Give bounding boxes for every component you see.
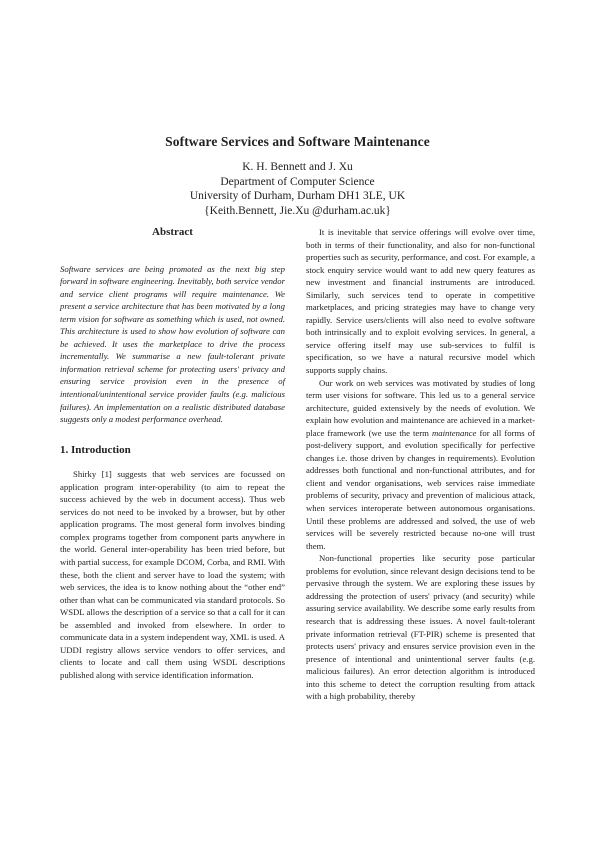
body-paragraph-1: It is inevitable that service offerings will evolve over time, both in terms of their functionality, and also for non-functional properties such as security, performance, and cost. For example, a stock enquiry service would want to add new query features as new investment and financial instruments are introduced. Similarly, such services tend to operate in competitive marketplaces, and pricing strategies may have to change very rapidly. Service users/clients will also need to evolve software both intrinsically and to exploit evolving services. In general, a service offering itself may use sub-services to fulfil is specification, so we have a natural recursive model which supports supply chains. [306,227,535,376]
body-paragraph-2-part-b: for all forms of post-delivery support, and evolution specifically for perfective changes i.e. those driven by changes in requirements). Evolution addresses both functional and non-functional attributes, and for client and vendor organisations, web services raise immediate problems of security, privacy and prevention of malicious attack, when services interoperate between autonomous organisations. Until these problems are addressed and solved, the use of web services will be severely restricted because no-one will trust them. [306,427,535,551]
left-column [60,226,285,682]
abstract-heading: Abstract [152,226,193,238]
email-addresses: {Keith.Bennett, Jie.Xu @durham.ac.uk} [204,204,391,217]
introduction-paragraph: Shirky [1] suggests that web services are focussed on application program inter-operability (to aim to repeat the success achieved by the web in document access). Thus web services do not need to be invoked by a browser, but by other application programs. The most general form involves binding complex programs together from component parts anywhere in the world. General inter-operability has been tried before, but with partial success, for example DCOM, Corba, and RMI. With these, both the client and server have to load the system; with web services, the idea is to know nothing about the “other end” other than what can be communicated via standard protocols. So WSDL allows the description of a service so that a call for it can be assembled and invoked from elsewhere. In order to communicate data in a system independent way, XML is used. A UDDI registry allows service vendors to offer services, and clients to locate and call them using WSDL descriptions published along with service identification information. [60,469,285,680]
abstract-text: Software services are being promoted as the next big step forward in software engineering. Inevitably, both service vendor and service client programs will require maintenance. We present a service architecture that has been motivated by a long term vision for software as something which is used, not owned. This architecture is used to show how evolution of software can be achieved. It uses the marketplace to drive the process incrementally. We summarise a new fault-tolerant private information retrieval scheme for protecting users' privacy and ensuring service provision even in the presence of intentional/unintentional service provider faults (e.g. malicious failures). An implementation on a realistic distributed database suggests only a modest performance overhead. [60,263,285,425]
author-names: K. H. Bennett and J. Xu [242,161,353,173]
body-paragraph-2-part-a: Our work on web services was motivated by studies of long term user visions for software. This led us to a general service architecture, guided extensively by the needs of evolution. We explain how evolution and maintenance are achieved in a market-place framework (we use the term [306,377,535,438]
body-paragraph-3: Non-functional properties like security pose particular problems for evolution, since relevant design decisions tend to be pervasive through the system. We are exploring these issues by addressing the protection of users' privacy (and security) while assuring service availability. We describe some early results from research that is addressing these issues. A novel fault-tolerant private information retrieval (FT-PIR) scheme is presented that protects users' privacy and ensures service provision even in the presence of intentional and unintentional server faults (e.g. malicious failures). An error detection algorithm is introduced into this scheme to detect the corruption resulting from attack with a high probability, thereby [306,553,535,702]
right-column [306,226,535,703]
body-paragraph-2 [306,377,535,553]
maintenance-term: maintenance [432,427,477,438]
institution: University of Durham, Durham DH1 3LE, UK [189,190,406,203]
author-block [0,160,595,218]
department: Department of Computer Science [220,175,375,188]
paper-title: Software Services and Software Maintenance [165,134,430,149]
introduction-heading: 1. Introduction [60,443,131,456]
